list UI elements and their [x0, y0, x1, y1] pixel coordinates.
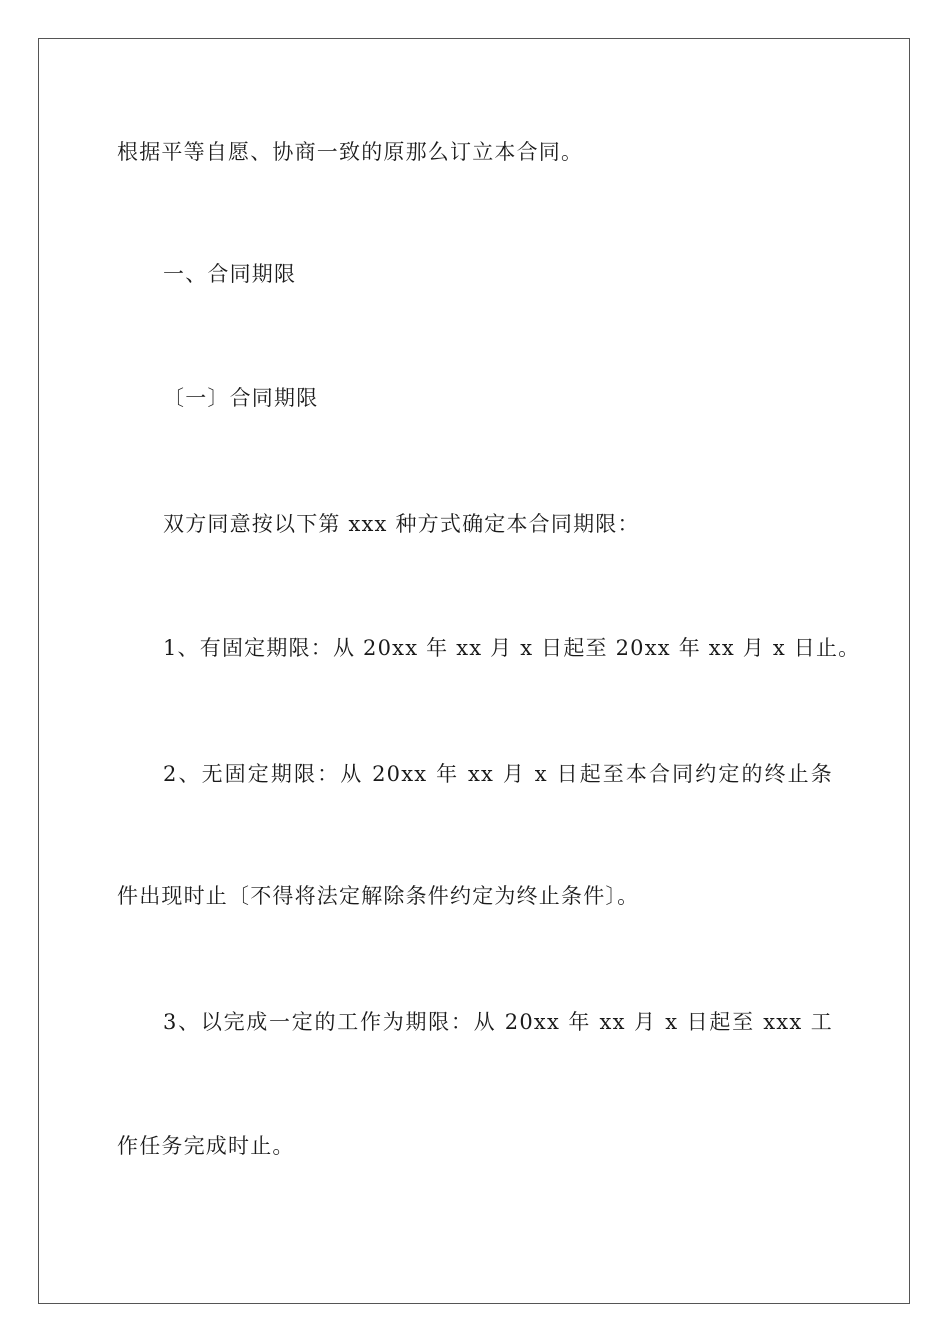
clause-open-term-line1: 2、无固定期限：从 20xx 年 xx 月 x 日起至本合同约定的终止条	[163, 762, 833, 786]
clause-open-term-line2: 件出现时止〔不得将法定解除条件约定为终止条件〕。	[117, 884, 640, 908]
page-frame	[38, 38, 910, 1304]
clause-fixed-term: 1、有固定期限：从 20xx 年 xx 月 x 日起至 20xx 年 xx 月 x 日止。	[163, 636, 861, 660]
clause-task-term-line2: 作任务完成时止。	[117, 1134, 295, 1158]
clause-task-term-line1: 3、以完成一定的工作为期限：从 20xx 年 xx 月 x 日起至 xxx 工	[163, 1010, 833, 1034]
paragraph-intro: 根据平等自愿、协商一致的原那么订立本合同。	[117, 140, 584, 164]
subsection-heading-contract-term: 〔一〕合同期限	[163, 386, 319, 410]
paragraph-agreement-method: 双方同意按以下第 xxx 种方式确定本合同期限：	[163, 512, 640, 536]
section-heading-contract-term: 一、合同期限	[163, 262, 297, 286]
